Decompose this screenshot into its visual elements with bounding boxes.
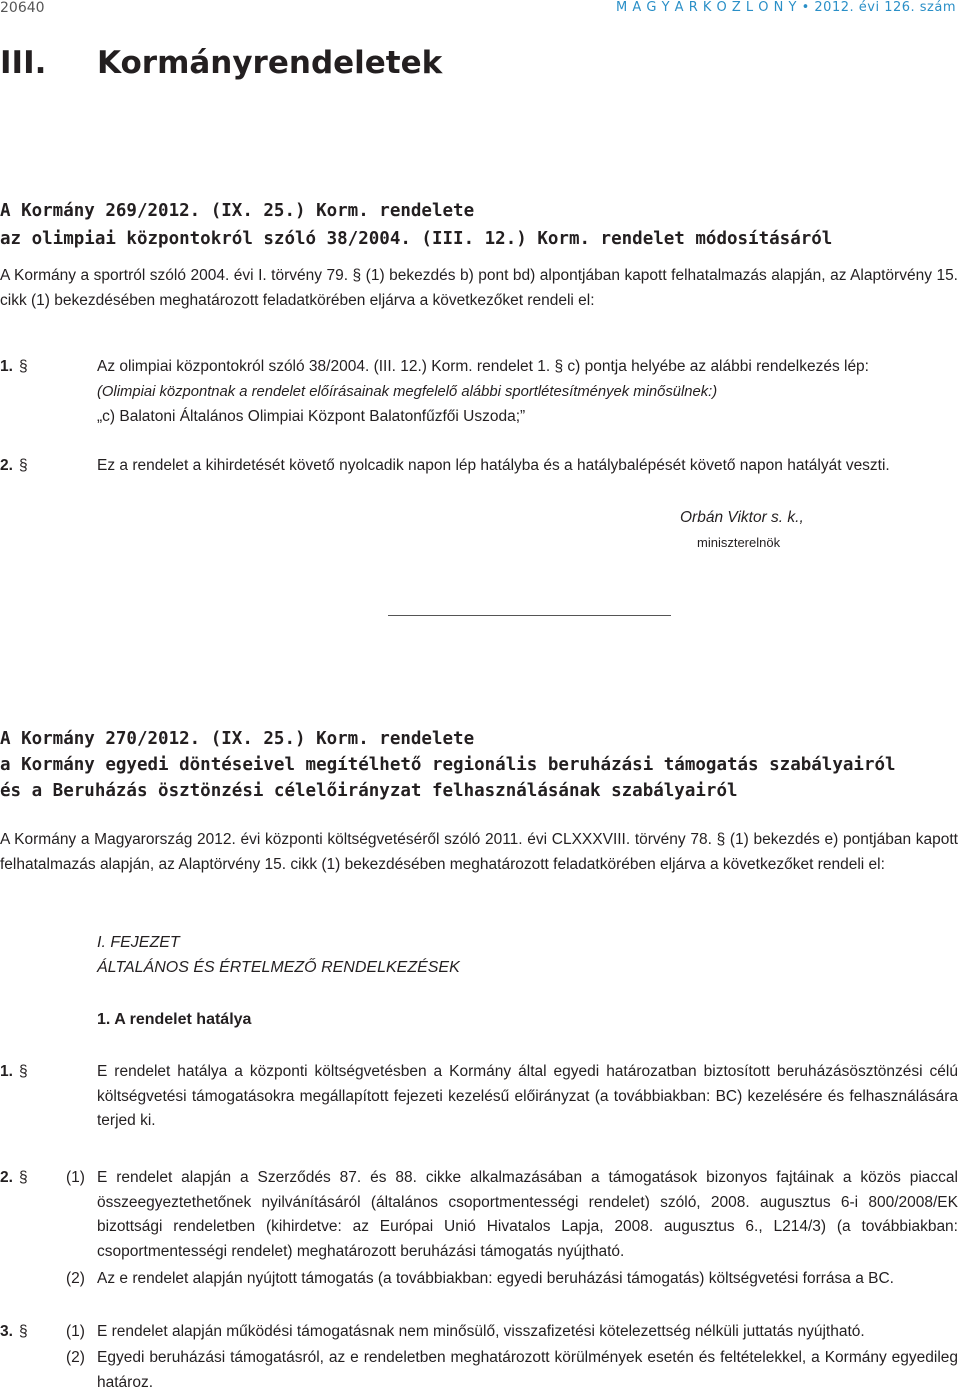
section-sign: §: [19, 1169, 28, 1186]
paragraph-label: (2): [66, 1349, 85, 1366]
decree2-s3-number: 3.: [0, 1323, 13, 1340]
decree1-p1-quote: „c) Balatoni Általános Olimpiai Központ Balatonfűzfői Uszoda;”: [97, 408, 526, 425]
page-number: 20640: [0, 0, 45, 16]
decree2-preamble: A Kormány a Magyarország 2012. évi központi költségvetéséről szóló 2011. évi CLXXXVIII. törvény 78. § (1) bekezdés e) pontjában kapott felhatalmazás alapján, az Alaptörvény 15. cikk (1) bekezdésében meghatározott feladatkörében eljárva a következőket rendeli el:: [0, 831, 958, 873]
decree2-title-line3: és a Beruházás ösztönzési célelőirányzat felhasználásának szabályairól: [0, 781, 738, 801]
paragraph-label: (1): [66, 1169, 85, 1186]
section-sign: §: [19, 358, 28, 375]
decree1-title-line1: A Kormány 269/2012. (IX. 25.) Korm. rendelete: [0, 201, 475, 221]
decree1-preamble: A Kormány a sportról szóló 2004. évi I. törvény 79. § (1) bekezdés b) pont bd) alpontjában kapott felhatalmazás alapján, az Alaptörvény 15. cikk (1) bekezdésében meghatározott feladatkörében eljárva a következőket rendeli el:: [0, 267, 958, 309]
decree1-p1-text: Az olimpiai központokról szóló 38/2004. (III. 12.) Korm. rendelet 1. § c) pontja helyébe az alábbi rendelkezés lép:: [97, 358, 869, 375]
signer-name: Orbán Viktor s. k.,: [680, 509, 804, 526]
decree1-p1-italic: (Olimpiai központnak a rendelet előírásainak megfelelő alábbi sportlétesítmények minősülnek:): [97, 384, 718, 400]
decree2-s3-1-text: E rendelet alapján működési támogatásnak nem minősülő, visszafizetési kötelezettség nélküli juttatás nyújtható.: [97, 1323, 865, 1340]
chapter-title: ÁLTALÁNOS ÉS ÉRTELMEZŐ RENDELKEZÉSEK: [97, 959, 460, 976]
decree2-s2-number: 2.: [0, 1169, 13, 1186]
decree2-title-line1: A Kormány 270/2012. (IX. 25.) Korm. rendelete: [0, 729, 475, 749]
decree2-s2-1-text: E rendelet alapján a Szerződés 87. és 88. cikke alkalmazásában a támogatások bizonyos fajtáinak a közös piaccal összeegyeztethetőnek nyilvánításáról (általános csoportmentességi rendelet) szóló, 2008. augusztus 6-i 800/2008/EK bizottsági rendeletben (kihirdetve: az Európai Unió Hivatalos Lapja, 2008. augusztus 6., L214/3) (a továbbiakban: csoportmentességi rendelet) meghatározott beruházási támogatás nyújtható.: [97, 1169, 958, 1260]
decree2-title-line2: a Kormány egyedi döntéseivel megítélhető regionális beruházási támogatás szabályairól: [0, 755, 896, 775]
section-sign: §: [19, 1323, 28, 1340]
divider: [388, 615, 671, 616]
decree1-p2-text: Ez a rendelet a kihirdetését követő nyolcadik napon lép hatályba és a hatálybalépését követő napon hatályát veszti.: [97, 457, 890, 474]
journal-header: M A G Y A R K Ö Z L Ö N Y • 2012. évi 126. szám: [616, 0, 956, 15]
decree1-title-line2: az olimpiai központokról szóló 38/2004. (III. 12.) Korm. rendelet módosításáról: [0, 229, 833, 249]
signer-role: miniszterelnök: [697, 535, 781, 550]
decree2-s3-2-text: Egyedi beruházási támogatásról, az e rendeletben meghatározott körülmények esetén és feltételekkel, a Kormány egyedileg határoz.: [97, 1349, 958, 1391]
decree2-s1-number: 1.: [0, 1063, 13, 1080]
section-sign: §: [19, 457, 28, 474]
paragraph-label: (2): [66, 1270, 85, 1287]
decree1-p1-number: 1.: [0, 358, 13, 375]
chapter-number: I. FEJEZET: [97, 934, 180, 951]
section-sign: §: [19, 1063, 28, 1080]
decree2-s2-2-text: Az e rendelet alapján nyújtott támogatás (a továbbiakban: egyedi beruházási támogatás) költségvetési forrása a BC.: [97, 1270, 894, 1287]
decree2-s1-text: E rendelet hatálya a központi költségvetésben a Kormány által egyedi határozatban biztosított beruházásösztönzési célú költségvetési támogatásokra megállapított fejezeti kezelésű előirányzat (a továbbiakban: BC) kezelésére és felhasználására terjed ki.: [97, 1063, 958, 1129]
paragraph-label: (1): [66, 1323, 85, 1340]
article-title: 1. A rendelet hatálya: [97, 1011, 252, 1028]
decree1-p2-number: 2.: [0, 457, 13, 474]
section-title: Kormányrendeletek: [97, 45, 443, 81]
section-number: III.: [0, 45, 47, 81]
